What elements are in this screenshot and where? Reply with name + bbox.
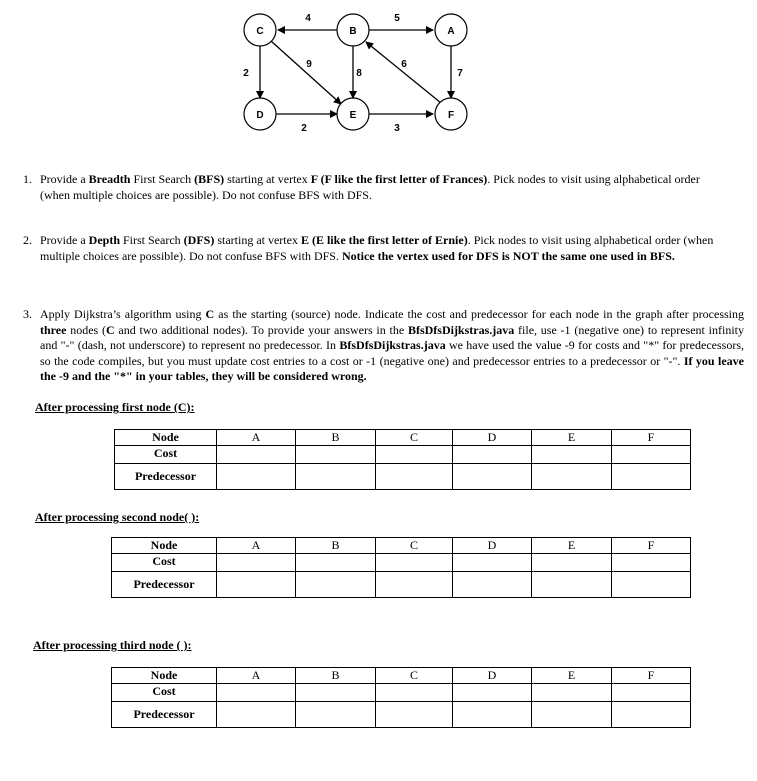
edge-c-e: [271, 41, 341, 104]
q3-bold-file2: BfsDfsDijkstras.java: [339, 338, 446, 352]
col-c: C: [376, 430, 453, 446]
col-d: D: [453, 668, 532, 684]
weight-c-d: 2: [243, 68, 249, 79]
dijkstra-table-3: [111, 667, 691, 728]
predecessor-header: Predecessor: [115, 464, 217, 490]
cost-cell-c[interactable]: [376, 554, 453, 572]
pred-cell-c[interactable]: [376, 572, 453, 598]
cost-header: Cost: [112, 554, 217, 572]
q3-text-3: nodes (: [66, 322, 106, 337]
cost-cell-b[interactable]: [296, 684, 376, 702]
node-f: [435, 98, 467, 130]
q2-bold-dfs: (DFS): [183, 233, 215, 247]
pred-cell-a[interactable]: [217, 572, 296, 598]
question-number: 1.: [23, 172, 32, 186]
svg-text:B: B: [349, 26, 357, 37]
pred-cell-c[interactable]: [376, 702, 453, 728]
predecessor-header: Predecessor: [112, 572, 217, 598]
q1-text-2: First Search: [130, 172, 195, 186]
dijkstra-table-1: [114, 429, 691, 490]
col-a: A: [217, 430, 296, 446]
pred-cell-d[interactable]: [453, 464, 532, 490]
weight-c-e: 9: [306, 59, 312, 70]
node-c: [244, 14, 276, 46]
q3-bold-warning: If you leave the -9 and the "*" in your tables, they will be considered wrong.: [40, 353, 744, 383]
col-a: A: [217, 668, 296, 684]
q3-bold-file: BfsDfsDijkstras.java: [407, 322, 515, 337]
q1-bold-breadth: Breadth: [88, 172, 131, 186]
pred-cell-e[interactable]: [532, 572, 612, 598]
col-f: F: [612, 430, 691, 446]
q1-text-4: . Pick nodes to visit using alphabetical order (when multiple choices are possible). Do not confuse BFS with DFS.: [40, 172, 700, 202]
predecessor-header: Predecessor: [112, 702, 217, 728]
col-c: C: [376, 668, 453, 684]
weight-a-f: 7: [457, 68, 463, 79]
weight-b-c: 4: [305, 13, 311, 24]
q3-text-5: file, use -1 (negative one) to represent infinity and "-" (dash, not underscore) to represent no predecessor. In: [40, 322, 744, 352]
svg-text:A: A: [447, 26, 455, 37]
question-number: 3.: [23, 307, 32, 321]
cost-cell-a[interactable]: [217, 554, 296, 572]
q1-text-1: Provide a: [40, 172, 89, 186]
cost-cell-c[interactable]: [376, 684, 453, 702]
pred-cell-a[interactable]: [217, 464, 296, 490]
q3-text-1: Apply Dijkstra’s algorithm using: [40, 307, 206, 321]
svg-text:C: C: [256, 26, 264, 37]
edge-f-b: [366, 42, 441, 103]
cost-header: Cost: [112, 684, 217, 702]
pred-cell-d[interactable]: [453, 572, 532, 598]
dijkstra-table-2: [111, 537, 691, 598]
col-b: B: [296, 430, 376, 446]
cost-cell-f[interactable]: [612, 684, 691, 702]
cost-cell-b[interactable]: [296, 446, 376, 464]
cost-cell-f[interactable]: [612, 446, 691, 464]
question-number: 2.: [23, 233, 32, 247]
q2-text-1: Provide a: [40, 233, 89, 247]
cost-cell-e[interactable]: [532, 446, 612, 464]
graph-diagram: [0, 0, 757, 150]
q3-text-2: as the starting (source) node. Indicate the cost and predecessor for each node in the graph after processing: [214, 307, 744, 321]
cost-cell-b[interactable]: [296, 554, 376, 572]
node-b: [337, 14, 369, 46]
table-title-first: After processing first node (C):: [35, 400, 195, 414]
q3-bold-three: three: [40, 322, 67, 337]
pred-cell-e[interactable]: [532, 464, 612, 490]
col-d: D: [453, 430, 532, 446]
cost-cell-d[interactable]: [453, 684, 532, 702]
node-e: [337, 98, 369, 130]
node-header: Node: [115, 430, 217, 446]
q1-text-3: starting at vertex: [224, 172, 311, 186]
pred-cell-e[interactable]: [532, 702, 612, 728]
col-b: B: [296, 538, 376, 554]
weight-b-e: 8: [356, 68, 362, 79]
q2-text-4: . Pick nodes to visit using alphabetical order (when multiple choices are possible). Do not confuse BFS with DFS.: [40, 233, 714, 263]
q3-text-4: and two additional nodes). To provide your answers in the: [114, 322, 408, 337]
node-header: Node: [112, 538, 217, 554]
node-header: Node: [112, 668, 217, 684]
q2-bold-vertex: E (E like the first letter of Ernie): [300, 233, 468, 247]
col-f: F: [612, 668, 691, 684]
cost-cell-f[interactable]: [612, 554, 691, 572]
q2-bold-notice: Notice the vertex used for DFS is NOT the same one used in BFS.: [341, 248, 675, 263]
node-d: [244, 98, 276, 130]
q2-bold-depth: Depth: [88, 233, 120, 247]
col-f: F: [612, 538, 691, 554]
svg-text:F: F: [447, 110, 455, 121]
cost-cell-a[interactable]: [217, 684, 296, 702]
pred-cell-b[interactable]: [296, 572, 376, 598]
pred-cell-c[interactable]: [376, 464, 453, 490]
cost-cell-e[interactable]: [532, 684, 612, 702]
q1-bold-bfs: (BFS): [194, 172, 225, 186]
cost-cell-d[interactable]: [453, 554, 532, 572]
q1-bold-vertex: F (F like the first letter of Frances): [310, 172, 488, 186]
col-a: A: [217, 538, 296, 554]
q3-bold-c: C: [205, 307, 215, 321]
cost-cell-d[interactable]: [453, 446, 532, 464]
q3-bold-c2: C: [105, 322, 115, 337]
table-title-third: After processing third node ( ):: [33, 638, 192, 652]
cost-cell-a[interactable]: [217, 446, 296, 464]
cost-header: Cost: [115, 446, 217, 464]
weight-b-a: 5: [394, 13, 400, 24]
pred-cell-f[interactable]: [612, 464, 691, 490]
weight-f-b: 6: [401, 59, 407, 70]
pred-cell-b[interactable]: [296, 702, 376, 728]
q2-text-3: starting at vertex: [214, 233, 301, 247]
pred-cell-f[interactable]: [612, 572, 691, 598]
col-e: E: [532, 668, 612, 684]
q2-text-2: First Search: [120, 233, 184, 247]
q3-text-6: we have used the value -9 for costs and "*" for predecessors, so the code compiles, but you must update cost entries to a cost or -1 (negative one) and predecessor entries to a predecessor or "-".: [40, 338, 744, 368]
table-title-second: After processing second node( ):: [35, 510, 200, 524]
col-d: D: [453, 538, 532, 554]
col-e: E: [532, 538, 612, 554]
weight-d-e: 2: [301, 123, 307, 134]
pred-cell-d[interactable]: [453, 702, 532, 728]
svg-text:E: E: [349, 110, 357, 121]
pred-cell-f[interactable]: [612, 702, 691, 728]
svg-text:D: D: [256, 110, 264, 121]
pred-cell-a[interactable]: [217, 702, 296, 728]
col-c: C: [376, 538, 453, 554]
col-e: E: [532, 430, 612, 446]
weight-e-f: 3: [394, 123, 400, 134]
col-b: B: [296, 668, 376, 684]
node-a: [435, 14, 467, 46]
cost-cell-e[interactable]: [532, 554, 612, 572]
cost-cell-c[interactable]: [376, 446, 453, 464]
pred-cell-b[interactable]: [296, 464, 376, 490]
